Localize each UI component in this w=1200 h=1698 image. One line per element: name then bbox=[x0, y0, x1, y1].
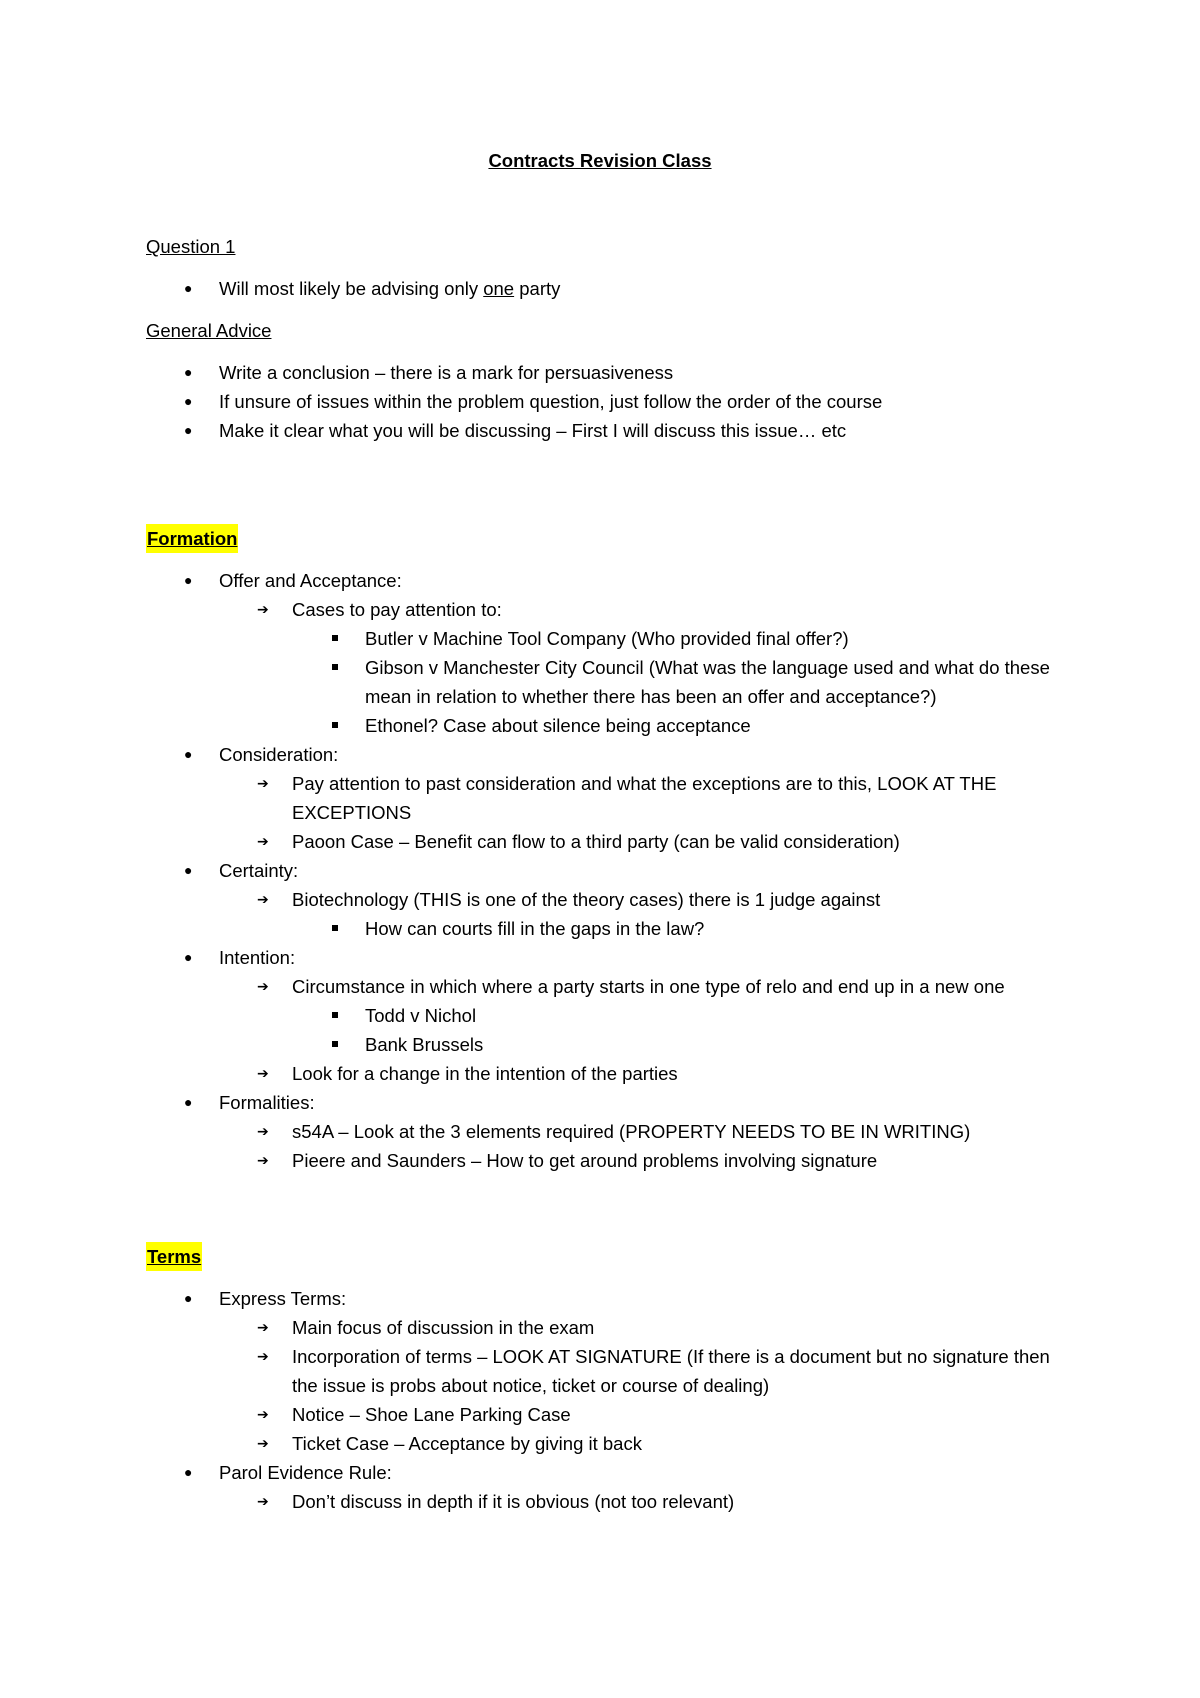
formation-list bbox=[146, 566, 1066, 1175]
list-item bbox=[146, 566, 1066, 740]
list-item-text: Formalities: bbox=[219, 1092, 315, 1113]
sub-list-item-text: Biotechnology (THIS is one of the theory cases) there is 1 judge against bbox=[292, 889, 881, 910]
square-bullet-icon bbox=[332, 1041, 338, 1047]
question-1-list bbox=[146, 274, 1066, 303]
bullet-icon: ● bbox=[184, 422, 193, 438]
square-bullet-icon bbox=[332, 635, 338, 641]
bullet-icon: ● bbox=[184, 1464, 193, 1480]
sub-list bbox=[219, 1313, 1066, 1458]
list-item-text: Express Terms: bbox=[219, 1288, 347, 1309]
arrow-icon: ➔ bbox=[257, 1406, 269, 1422]
list-item-text-pre: Will most likely be advising only bbox=[219, 278, 484, 299]
terms-heading-row bbox=[146, 1242, 1066, 1271]
list-item-text: Certainty: bbox=[219, 860, 299, 881]
sub-list-item-text: Incorporation of terms – LOOK AT SIGNATURE (If there is a document but no signature then the issue is probs about notice, ticket or course of dealing) bbox=[292, 1346, 1050, 1396]
sub-list-item-text: Paoon Case – Benefit can flow to a third party (can be valid consideration) bbox=[292, 831, 900, 852]
arrow-icon: ➔ bbox=[257, 1319, 269, 1335]
bullet-icon: ● bbox=[184, 862, 193, 878]
sub-list-item-text: Ticket Case – Acceptance by giving it back bbox=[292, 1433, 642, 1454]
bullet-icon: ● bbox=[184, 1094, 193, 1110]
arrow-icon: ➔ bbox=[257, 1123, 269, 1139]
sub-list-item bbox=[219, 1059, 1066, 1088]
question-1-section bbox=[146, 232, 1066, 303]
sub-list-item bbox=[219, 1342, 1066, 1400]
case-item bbox=[292, 1001, 1066, 1030]
case-item bbox=[292, 624, 1066, 653]
sub-list-item-text: Main focus of discussion in the exam bbox=[292, 1317, 595, 1338]
list-item-text: Make it clear what you will be discussing – First I will discuss this issue… etc bbox=[219, 420, 847, 441]
square-bullet-icon bbox=[332, 1012, 338, 1018]
sub-list-item-text: Pieere and Saunders – How to get around problems involving signature bbox=[292, 1150, 878, 1171]
general-advice-list bbox=[146, 358, 1066, 445]
list-item bbox=[146, 856, 1066, 943]
list-item bbox=[146, 1458, 1066, 1516]
terms-list bbox=[146, 1284, 1066, 1516]
arrow-icon: ➔ bbox=[257, 1348, 269, 1364]
list-item-text: Write a conclusion – there is a mark for persuasiveness bbox=[219, 362, 674, 383]
sub-list bbox=[219, 885, 1066, 943]
question-1-heading: Question 1 bbox=[146, 236, 236, 257]
sub-list-item bbox=[219, 769, 1066, 827]
sub-list-item-text: Cases to pay attention to: bbox=[292, 599, 502, 620]
sub-list-item bbox=[219, 1400, 1066, 1429]
list-item bbox=[146, 943, 1066, 1088]
bullet-icon: ● bbox=[184, 280, 193, 296]
sub-list-item-text: Notice – Shoe Lane Parking Case bbox=[292, 1404, 571, 1425]
case-item-text: Butler v Machine Tool Company (Who provided final offer?) bbox=[365, 628, 849, 649]
arrow-icon: ➔ bbox=[257, 1065, 269, 1081]
list-item-text-post: party bbox=[514, 278, 561, 299]
list-item bbox=[146, 274, 1066, 303]
case-list bbox=[292, 914, 1066, 943]
case-item bbox=[292, 914, 1066, 943]
list-item-text: Consideration: bbox=[219, 744, 339, 765]
list-item bbox=[146, 1088, 1066, 1175]
case-item-text: Gibson v Manchester City Council (What was the language used and what do these mean in relation to whether there has been an offer and acceptance?) bbox=[365, 657, 1050, 707]
case-list bbox=[292, 1001, 1066, 1059]
bullet-icon: ● bbox=[184, 364, 193, 380]
list-item-text: Parol Evidence Rule: bbox=[219, 1462, 392, 1483]
list-item bbox=[146, 1284, 1066, 1458]
list-item bbox=[146, 358, 1066, 387]
sub-list-item bbox=[219, 1313, 1066, 1342]
sub-list-item bbox=[219, 885, 1066, 943]
sub-list-item bbox=[219, 1146, 1066, 1175]
sub-list bbox=[219, 1117, 1066, 1175]
bullet-icon: ● bbox=[184, 393, 193, 409]
list-item bbox=[146, 387, 1066, 416]
case-item-text: Todd v Nichol bbox=[365, 1005, 477, 1026]
arrow-icon: ➔ bbox=[257, 1435, 269, 1451]
sub-list-item bbox=[219, 1117, 1066, 1146]
square-bullet-icon bbox=[332, 664, 338, 670]
sub-list-item bbox=[219, 972, 1066, 1059]
sub-list-item bbox=[219, 595, 1066, 740]
arrow-icon: ➔ bbox=[257, 601, 269, 617]
list-item-text: Intention: bbox=[219, 947, 296, 968]
formation-heading-row bbox=[146, 524, 1066, 553]
arrow-icon: ➔ bbox=[257, 891, 269, 907]
case-item-text: How can courts fill in the gaps in the law? bbox=[365, 918, 705, 939]
list-item bbox=[146, 416, 1066, 445]
arrow-icon: ➔ bbox=[257, 978, 269, 994]
terms-section bbox=[146, 1242, 1066, 1516]
square-bullet-icon bbox=[332, 722, 338, 728]
case-list bbox=[292, 624, 1066, 740]
sub-list bbox=[219, 769, 1066, 856]
bullet-icon: ● bbox=[184, 746, 193, 762]
terms-heading: Terms bbox=[146, 1242, 202, 1271]
arrow-icon: ➔ bbox=[257, 1152, 269, 1168]
sub-list-item-text: Pay attention to past consideration and what the exceptions are to this, LOOK AT THE EXCEPTIONS bbox=[292, 773, 997, 823]
list-item-text: Offer and Acceptance: bbox=[219, 570, 402, 591]
list-item-text-underlined: one bbox=[483, 278, 515, 299]
sub-list bbox=[219, 1487, 1066, 1516]
document-title: Contracts Revision Class bbox=[488, 150, 712, 171]
arrow-icon: ➔ bbox=[257, 775, 269, 791]
sub-list bbox=[219, 595, 1066, 740]
list-item-text: If unsure of issues within the problem question, just follow the order of the course bbox=[219, 391, 883, 412]
general-advice-heading: General Advice bbox=[146, 320, 272, 341]
formation-heading: Formation bbox=[146, 524, 238, 553]
bullet-icon: ● bbox=[184, 949, 193, 965]
sub-list-item bbox=[219, 1487, 1066, 1516]
general-advice-section bbox=[146, 316, 1066, 445]
case-item-text: Bank Brussels bbox=[365, 1034, 484, 1055]
sub-list-item-text: Look for a change in the intention of the parties bbox=[292, 1063, 678, 1084]
sub-list-item bbox=[219, 827, 1066, 856]
bullet-icon: ● bbox=[184, 572, 193, 588]
sub-list-item-text: Circumstance in which where a party starts in one type of relo and end up in a new one bbox=[292, 976, 1005, 997]
sub-list-item bbox=[219, 1429, 1066, 1458]
case-item bbox=[292, 1030, 1066, 1059]
arrow-icon: ➔ bbox=[257, 833, 269, 849]
sub-list-item-text: Don’t discuss in depth if it is obvious (not too relevant) bbox=[292, 1491, 735, 1512]
case-item bbox=[292, 711, 1066, 740]
square-bullet-icon bbox=[332, 925, 338, 931]
sub-list bbox=[219, 972, 1066, 1088]
formation-section bbox=[146, 524, 1066, 1175]
arrow-icon: ➔ bbox=[257, 1493, 269, 1509]
case-item bbox=[292, 653, 1066, 711]
list-item bbox=[146, 740, 1066, 856]
case-item-text: Ethonel? Case about silence being acceptance bbox=[365, 715, 751, 736]
sub-list-item-text: s54A – Look at the 3 elements required (PROPERTY NEEDS TO BE IN WRITING) bbox=[292, 1121, 971, 1142]
bullet-icon: ● bbox=[184, 1290, 193, 1306]
